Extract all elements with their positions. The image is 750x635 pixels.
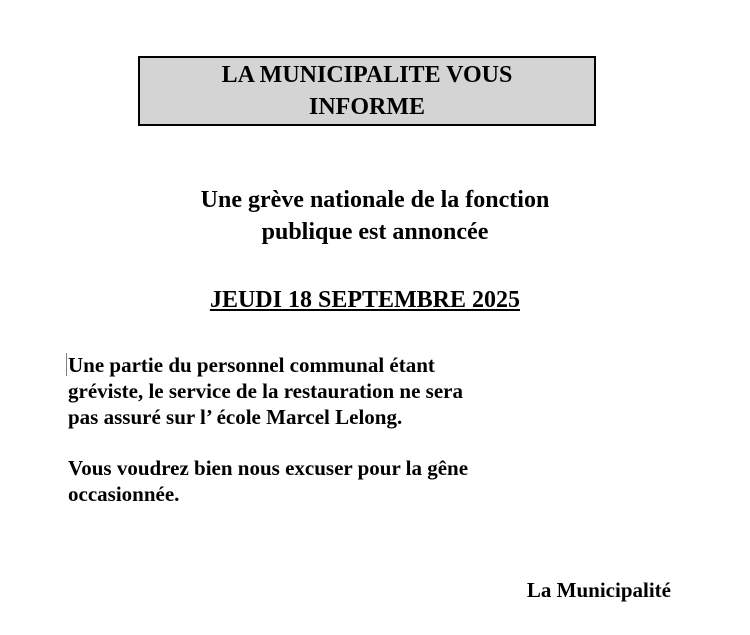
strike-date: JEUDI 18 SEPTEMBRE 2025 [209, 287, 521, 313]
text-cursor [66, 353, 67, 376]
paragraph-apology [68, 455, 671, 507]
header-line-2: INFORME [309, 94, 425, 120]
paragraph-1-line-1: Une partie du personnel communal étant [68, 353, 435, 377]
signature: La Municipalité [526, 578, 671, 602]
paragraph-2-line-2: occasionnée. [68, 482, 180, 506]
paragraph-canteen-notice [68, 352, 671, 430]
subtitle-line-1: Une grève nationale de la fonction [200, 187, 550, 213]
announcement-subtitle [60, 184, 690, 248]
header-line-1: LA MUNICIPALITE VOUS [221, 62, 513, 88]
paragraph-1-line-2: gréviste, le service de la restauration ne sera [68, 379, 463, 403]
paragraph-2-line-1: Vous voudrez bien nous excuser pour la gêne [68, 456, 469, 480]
header-banner [138, 56, 596, 126]
paragraph-1-line-3: pas assuré sur l’ école Marcel Lelong. [68, 405, 403, 429]
subtitle-line-2: publique est annoncée [261, 219, 489, 245]
